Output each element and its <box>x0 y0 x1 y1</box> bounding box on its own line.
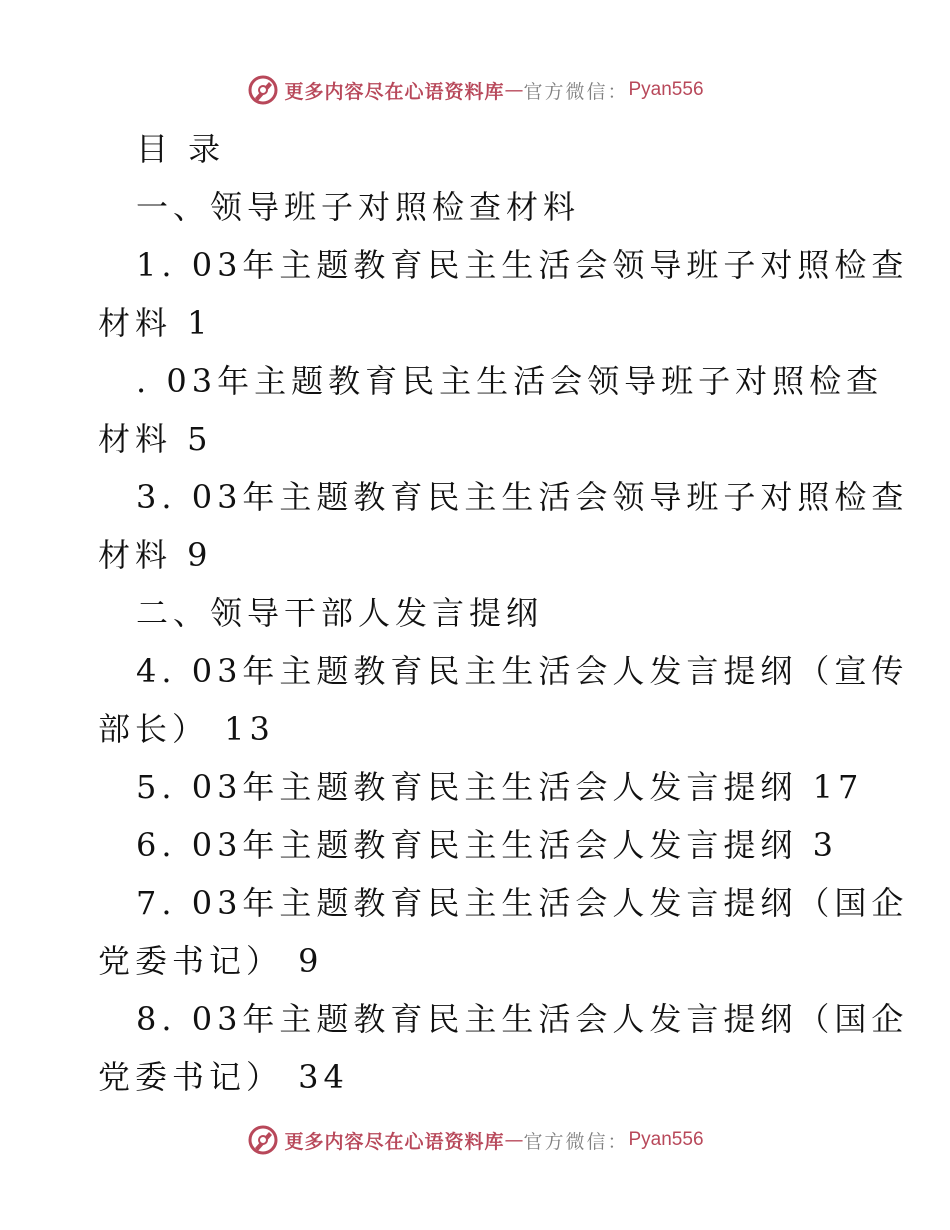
toc-line: . 03年主题教育民主生活会领导班子对照检查 <box>136 362 884 400</box>
toc-line: 党委书记） 34 <box>98 1058 349 1096</box>
toc-line: 3. 03年主题教育民主生活会领导班子对照检查 <box>136 478 909 516</box>
wechat-id: Pyan556 <box>628 79 704 100</box>
pen-logo-icon <box>246 1123 280 1157</box>
toc-line: 部长） 13 <box>98 710 275 748</box>
banner-text: 更多内容尽在心语资料库 <box>284 1130 505 1153</box>
banner-dash: — <box>504 79 524 101</box>
toc-line: 目 录 <box>136 130 226 168</box>
toc-line: 材料 5 <box>98 420 213 458</box>
toc-line: 1. 03年主题教育民主生活会领导班子对照检查 <box>136 246 909 284</box>
toc-line: 7. 03年主题教育民主生活会人发言提纲（国企 <box>136 884 909 922</box>
banner-text: 更多内容尽在心语资料库 <box>284 80 505 103</box>
footer-banner <box>0 1120 950 1160</box>
toc-line: 6. 03年主题教育民主生活会人发言提纲 3 <box>136 826 838 864</box>
toc-line: 材料 1 <box>98 304 213 342</box>
table-of-contents <box>98 120 909 1106</box>
toc-line: 4. 03年主题教育民主生活会人发言提纲（宣传 <box>136 652 909 690</box>
toc-line: 材料 9 <box>98 536 213 574</box>
wechat-label: 官方微信： <box>523 80 629 103</box>
pen-logo-icon <box>246 73 280 107</box>
toc-line: 二、领导干部人发言提纲 <box>136 594 544 632</box>
banner-dash: — <box>504 1129 524 1151</box>
toc-line: 一、领导班子对照检查材料 <box>136 188 581 226</box>
header-banner <box>0 70 950 110</box>
toc-line: 5. 03年主题教育民主生活会人发言提纲 17 <box>136 768 864 806</box>
wechat-label: 官方微信： <box>523 1130 629 1153</box>
wechat-id: Pyan556 <box>628 1129 704 1150</box>
toc-line: 8. 03年主题教育民主生活会人发言提纲（国企 <box>136 1000 909 1038</box>
toc-line: 党委书记） 9 <box>98 942 324 980</box>
